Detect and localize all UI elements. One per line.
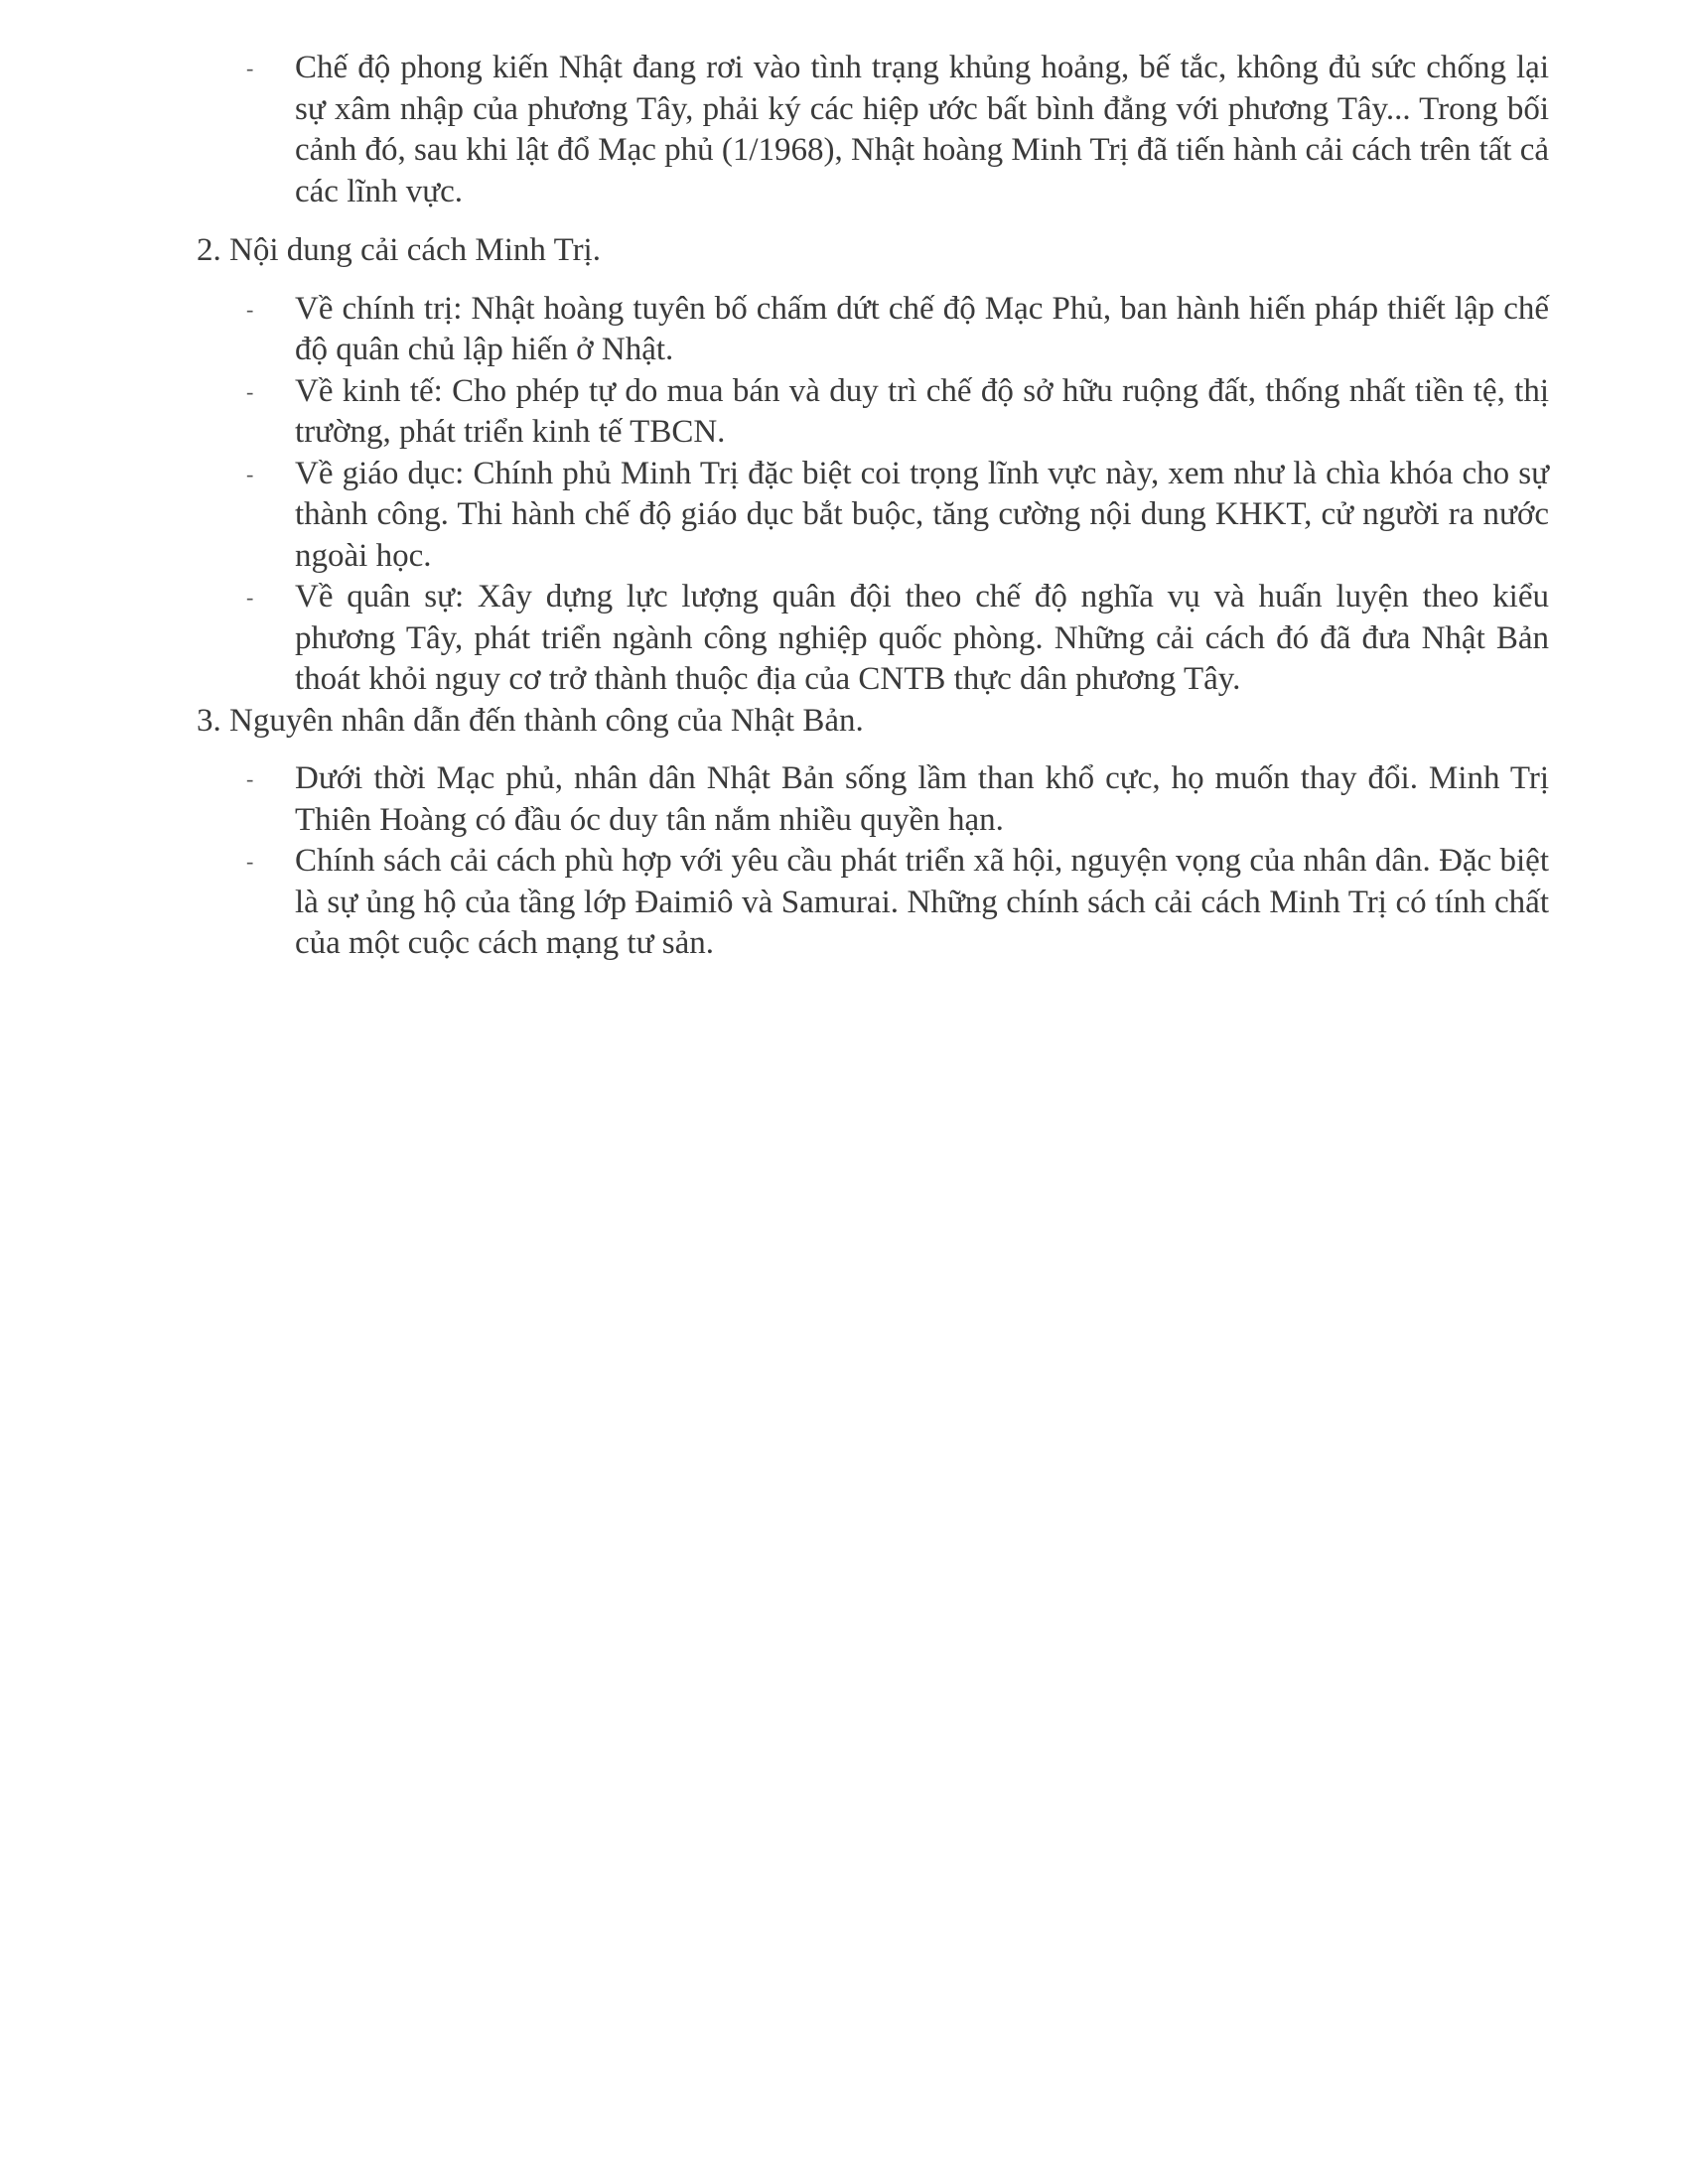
list-item-text: Về kinh tế: Cho phép tự do mua bán và duy trì chế độ sở hữu ruộng đất, thống nhất tiền tệ, thị trường, phát triển kinh tế TBCN. (295, 372, 1549, 450)
list-item (197, 758, 1549, 841)
dash-bullet: - (246, 461, 254, 486)
list-item-text: Về giáo dục: Chính phủ Minh Trị đặc biệt coi trọng lĩnh vực này, xem như là chìa khóa cho sự thành công. Thi hành chế độ giáo dục bắt buộc, tăng cường nội dung KHKT, cử người ra nước ngoài học. (295, 455, 1549, 574)
list-item (197, 289, 1549, 371)
list-item-text: Về chính trị: Nhật hoàng tuyên bố chấm dứt chế độ Mạc Phủ, ban hành hiến pháp thiết lập chế độ quân chủ lập hiến ở Nhật. (295, 290, 1549, 367)
dash-bullet: - (246, 56, 254, 80)
list-item (197, 577, 1549, 701)
list-item-text: Chế độ phong kiến Nhật đang rơi vào tình trạng khủng hoảng, bế tắc, không đủ sức chống lại sự xâm nhập của phương Tây, phải ký các hiệp ước bất bình đẳng với phương Tây... Trong bối cảnh đó, sau khi lật đổ Mạc phủ (1/1968), Nhật hoàng Minh Trị đã tiến hành cải cách trên tất cả các lĩnh vực. (295, 50, 1549, 209)
document-body (197, 48, 1549, 965)
list-item (197, 371, 1549, 454)
section2-list (197, 289, 1549, 701)
list-item-text: Về quân sự: Xây dựng lực lượng quân đội theo chế độ nghĩa vụ và huấn luyện theo kiểu phương Tây, phát triển ngành công nghiệp quốc phòng. Những cải cách đó đã đưa Nhật Bản thoát khỏi nguy cơ trở thành thuộc địa của CNTB thực dân phương Tây. (295, 579, 1549, 697)
list-item-text: Dưới thời Mạc phủ, nhân dân Nhật Bản sống lầm than khổ cực, họ muốn thay đổi. Minh Trị Thiên Hoàng có đầu óc duy tân nắm nhiều quyền hạn. (295, 760, 1549, 838)
list-item (197, 48, 1549, 212)
dash-bullet: - (246, 585, 254, 610)
dash-bullet: - (246, 296, 254, 322)
section3-heading: 3. Nguyên nhân dẫn đến thành công của Nhật Bản. (197, 702, 864, 739)
section2-heading: 2. Nội dung cải cách Minh Trị. (197, 232, 601, 268)
dash-bullet: - (246, 378, 254, 404)
dash-bullet: - (246, 766, 254, 791)
dash-bullet: - (246, 849, 254, 874)
section1-list (197, 48, 1549, 212)
list-item (197, 841, 1549, 965)
list-item (197, 454, 1549, 578)
list-item-text: Chính sách cải cách phù hợp với yêu cầu phát triển xã hội, nguyện vọng của nhân dân. Đặc biệt là sự ủng hộ của tầng lớp Đaimiô và Samurai. Những chính sách cải cách Minh Trị có tính chất của một cuộc cách mạng tư sản. (295, 843, 1549, 961)
section3-list (197, 758, 1549, 965)
